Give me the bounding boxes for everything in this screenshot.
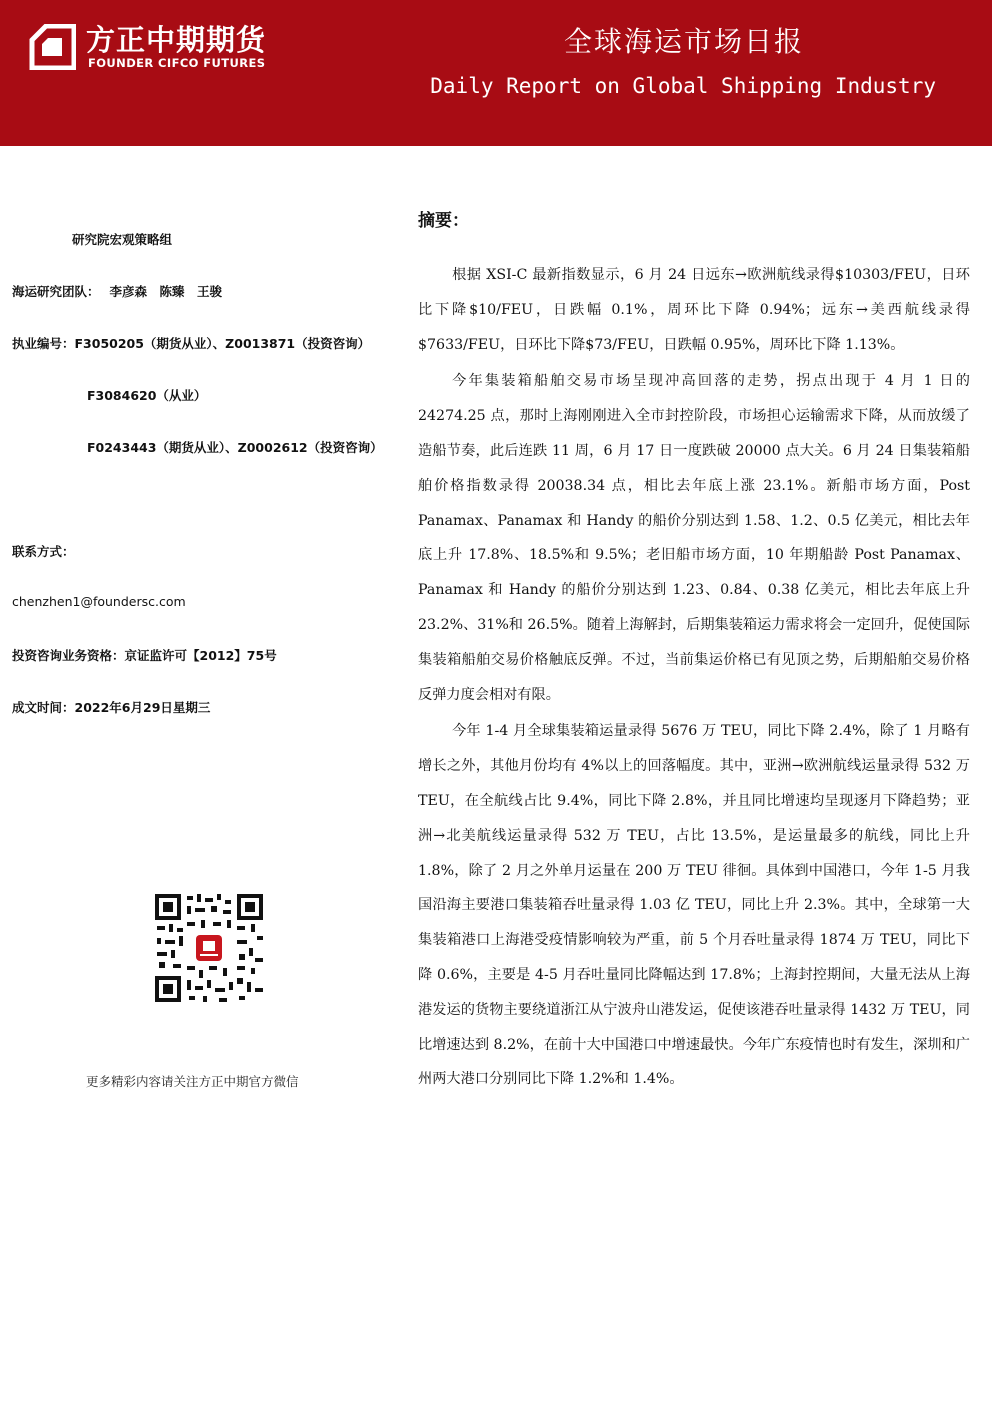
abstract-paragraph: 今年 1-4 月全球集装箱运量录得 5676 万 TEU，同比下降 2.4%，除了 1 月略有增长之外，其他月份均有 4%以上的回落幅度。其中，亚洲→欧洲航线运量录得 532 万 TEU，在全航线占比 9.4%，同比下降 2.8%，并且同比增速均呈现逐月下降趋势；亚洲→北美航线运量录得 532 万 TEU，占比 13.5%，是运量最多的航线，同比上升 1.8%，除了 2 月之外单月运量在 200 万 TEU 徘徊。具体到中国港口，今年 1-5 月我国沿海主要港口集装箱吞吐量录得 1.03 亿 TEU，同比上升 2.3%。其中，全球第一大集装箱港口上海港受疫情影响较为严重，前 5 个月吞吐量录得 1874 万 TEU，同比下降 0.6%，主要是 4-5 月吞吐量同比降幅达到 17.8%；上海封控期间，大量无法从上海港发运的货物主要绕道浙江从宁波舟山港发运，促使该港吞吐量录得 1432 万 TEU，同比增速达到 8.2%，在前十大中国港口中增速最快。今年广东疫情也时有发生，深圳和广州两大港口分别同比下降 1.2%和 1.4%。 [418,723,970,1088]
abstract-body [418,258,970,1099]
license-number-1: F3050205（期货从业）、Z0013871（投资咨询） [74,336,371,351]
team-label: 海运研究团队： [12,284,100,299]
report-header [0,0,992,146]
license-number-3: F0243443（期货从业）、Z0002612（投资咨询） [87,440,383,455]
abstract-paragraph: 今年集装箱船舶交易市场呈现冲高回落的走势，拐点出现于 4 月 1 日的 24274.25 点，那时上海刚刚进入全市封控阶段，市场担心运输需求下降，从而放缓了造船节奏，此后连跌 11 周，6 月 17 日一度跌破 20000 点大关。6 月 24 日集装箱船舶价格指数录得 20038.34 点，相比去年底上涨 23.1%。新船市场方面，Post Panamax、Panamax 和 Handy 的船价分别达到 1.58、1.2、0.5 亿美元，相比去年底上升 17.8%、18.5%和 9.5%；老旧船市场方面，10 年期船龄 Post Panamax、Panamax 和 Handy 的船价分别达到 1.23、0.84、0.38 亿美元，相比去年底上升 23.2%、31%和 26.5%。随着上海解封，后期集装箱运力需求将会一定回升，促使国际集装箱船舶交易价格触底反弹。不过，当前集运价格已有见顶之势，后期船舶交易价格反弹力度会相对有限。 [418,373,970,703]
qualification-row [12,646,277,664]
contact-label: 联系方式： [12,544,75,559]
report-title-cn: 全球海运市场日报 [563,25,804,58]
abstract-paragraph: 根据 XSI-C 最新指数显示，6 月 24 日远东→欧洲航线录得$10303/FEU，日环比下降$10/FEU，日跌幅 0.1%，周环比下降 0.94%；远东→美西航线录得$7633/FEU，日环比下降$73/FEU，日跌幅 0.95%，周环比下降 1.13%。 [418,267,970,353]
team-row [12,282,222,300]
report-title-en: Daily Report on Global Shipping Industry [430,74,936,98]
company-logo-cn: 方正中期期货 [86,23,267,57]
license-row [12,334,370,352]
company-logo-en: FOUNDER CIFCO FUTURES [88,56,266,70]
date-row [12,698,210,716]
abstract-heading: 摘要： [418,211,469,231]
founder-logo-icon [28,24,76,70]
qr-caption: 更多精彩内容请关注方正中期官方微信 [86,1074,299,1089]
qualification-value: 京证监许可【2012】75号 [124,648,277,663]
team-members: 李彦森 陈臻 王骏 [109,284,223,299]
wechat-qr-code[interactable] [153,892,265,1004]
license-label: 执业编号： [12,336,75,351]
license-number-2: F3084620（从业） [87,388,207,403]
contact-email[interactable]: chenzhen1@foundersc.com [12,594,186,609]
department-name: 研究院宏观策略组 [72,232,173,247]
date-value: 2022年6月29日星期三 [74,700,211,715]
date-label: 成文时间： [12,700,75,715]
qualification-label: 投资咨询业务资格： [12,648,125,663]
